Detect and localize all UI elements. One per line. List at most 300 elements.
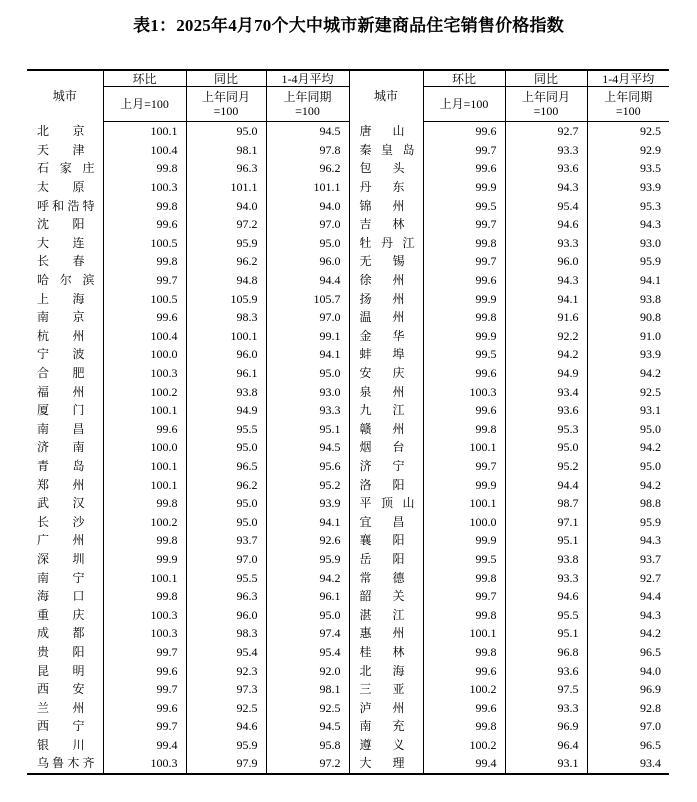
avg-value-left: 97.0	[266, 215, 349, 234]
mom-value-left: 100.5	[103, 234, 186, 253]
city-name: 南昌	[37, 421, 85, 436]
avg-value-right: 96.9	[587, 680, 669, 699]
mom-header-left: 环比	[103, 70, 186, 87]
table-row	[27, 141, 669, 160]
avg-value-right: 94.3	[587, 531, 669, 550]
city-cell-right	[349, 234, 423, 253]
avg-value-left: 93.3	[266, 401, 349, 420]
city-cell-left	[27, 159, 103, 178]
table-row	[27, 308, 669, 327]
mom-value-left: 100.0	[103, 345, 186, 364]
table-row	[27, 252, 669, 271]
avg-value-left: 95.8	[266, 736, 349, 755]
table-body	[27, 70, 669, 774]
mom-value-left: 100.2	[103, 512, 186, 531]
city-name: 宜昌	[359, 514, 405, 529]
city-name: 吉林	[359, 217, 405, 232]
city-cell-left	[27, 234, 103, 253]
city-name: 平顶山	[359, 496, 415, 511]
city-name: 长沙	[37, 514, 85, 529]
city-cell-left	[27, 754, 103, 774]
city-name: 南充	[359, 719, 405, 734]
avg-value-right: 95.0	[587, 457, 669, 476]
city-cell-left	[27, 382, 103, 401]
avg-value-left: 94.5	[266, 122, 349, 141]
city-name: 武汉	[37, 496, 85, 511]
avg-value-left: 94.5	[266, 438, 349, 457]
yoy-value-left: 93.7	[186, 531, 266, 550]
mom-value-left: 100.3	[103, 624, 186, 643]
city-name: 杭州	[37, 328, 85, 343]
yoy-value-right: 96.8	[505, 643, 587, 662]
city-name: 厦门	[37, 403, 85, 418]
mom-value-right: 100.1	[423, 624, 505, 643]
city-name: 韶关	[359, 589, 405, 604]
city-name: 南京	[37, 310, 85, 325]
city-cell-right	[349, 643, 423, 662]
city-name: 海口	[37, 589, 85, 604]
city-name: 昆明	[37, 663, 85, 678]
city-name: 湛江	[359, 607, 405, 622]
yoy-value-right: 93.8	[505, 550, 587, 569]
mom-value-right: 99.8	[423, 717, 505, 736]
city-name: 南宁	[37, 570, 85, 585]
city-name: 大连	[37, 235, 85, 250]
table-row	[27, 327, 669, 346]
avg-value-left: 98.1	[266, 680, 349, 699]
avg-value-left: 95.0	[266, 234, 349, 253]
yoy-value-right: 93.6	[505, 159, 587, 178]
mom-value-left: 100.1	[103, 568, 186, 587]
city-name: 唐山	[359, 124, 405, 139]
mom-value-right: 99.8	[423, 234, 505, 253]
mom-value-left: 99.9	[103, 550, 186, 569]
city-name: 贵阳	[37, 644, 85, 659]
city-cell-right	[349, 271, 423, 290]
avg-value-right: 93.1	[587, 401, 669, 420]
city-name: 福州	[37, 384, 85, 399]
avg-value-left: 105.7	[266, 289, 349, 308]
mom-value-left: 99.6	[103, 215, 186, 234]
city-name: 泉州	[359, 384, 405, 399]
yoy-value-right: 93.6	[505, 401, 587, 420]
yoy-value-left: 96.3	[186, 159, 266, 178]
avg-value-right: 93.9	[587, 345, 669, 364]
yoy-value-left: 96.3	[186, 587, 266, 606]
mom-value-left: 99.8	[103, 494, 186, 513]
mom-value-right: 99.6	[423, 271, 505, 290]
mom-value-left: 99.7	[103, 643, 186, 662]
city-name: 兰州	[37, 700, 85, 715]
table-row	[27, 345, 669, 364]
city-header-right	[349, 70, 423, 122]
mom-value-right: 99.7	[423, 141, 505, 160]
avg-value-right: 92.7	[587, 568, 669, 587]
city-name: 岳阳	[359, 551, 405, 566]
mom-value-left: 99.6	[103, 698, 186, 717]
mom-base-right: 上月=100	[423, 87, 505, 122]
avg-value-left: 99.1	[266, 327, 349, 346]
avg-value-right: 93.4	[587, 754, 669, 774]
avg-value-right: 92.5	[587, 382, 669, 401]
city-cell-right	[349, 512, 423, 531]
mom-value-right: 100.3	[423, 382, 505, 401]
yoy-value-right: 97.5	[505, 680, 587, 699]
city-cell-left	[27, 364, 103, 383]
mom-value-right: 99.7	[423, 252, 505, 271]
mom-value-right: 99.6	[423, 698, 505, 717]
yoy-value-left: 97.9	[186, 754, 266, 774]
city-header-label: 城市	[52, 89, 77, 104]
mom-value-left: 100.1	[103, 457, 186, 476]
avg-value-right: 91.0	[587, 327, 669, 346]
mom-value-right: 100.1	[423, 494, 505, 513]
yoy-value-left: 97.3	[186, 680, 266, 699]
avg-value-right: 93.5	[587, 159, 669, 178]
city-cell-left	[27, 550, 103, 569]
avg-value-right: 94.2	[587, 364, 669, 383]
city-cell-left	[27, 661, 103, 680]
avg-value-left: 97.4	[266, 624, 349, 643]
yoy-value-right: 94.2	[505, 345, 587, 364]
city-cell-right	[349, 624, 423, 643]
city-cell-right	[349, 717, 423, 736]
avg-value-right: 92.5	[587, 122, 669, 141]
city-name: 上海	[37, 291, 85, 306]
mom-value-right: 99.6	[423, 401, 505, 420]
yoy-value-right: 95.1	[505, 531, 587, 550]
mom-value-right: 99.9	[423, 327, 505, 346]
table-row	[27, 550, 669, 569]
mom-value-left: 100.4	[103, 327, 186, 346]
mom-value-left: 99.8	[103, 531, 186, 550]
city-name: 大理	[359, 756, 405, 771]
mom-value-left: 100.1	[103, 122, 186, 141]
avg-value-right: 93.0	[587, 234, 669, 253]
yoy-value-right: 95.4	[505, 196, 587, 215]
table-row	[27, 475, 669, 494]
table-row	[27, 531, 669, 550]
mom-value-right: 99.5	[423, 550, 505, 569]
city-cell-right	[349, 252, 423, 271]
city-name: 牡丹江	[359, 235, 415, 250]
mom-value-right: 99.8	[423, 643, 505, 662]
avg-value-right: 94.1	[587, 271, 669, 290]
avg-value-right: 96.5	[587, 643, 669, 662]
city-name: 金华	[359, 328, 405, 343]
city-cell-right	[349, 475, 423, 494]
yoy-value-left: 96.2	[186, 252, 266, 271]
mom-value-left: 99.6	[103, 661, 186, 680]
avg-value-right: 94.3	[587, 605, 669, 624]
city-name: 西安	[37, 682, 85, 697]
mom-value-right: 100.0	[423, 512, 505, 531]
yoy-base-left: 上年同月 =100	[186, 87, 266, 122]
table-row	[27, 457, 669, 476]
city-cell-left	[27, 122, 103, 141]
city-name: 合肥	[37, 366, 85, 381]
city-cell-right	[349, 438, 423, 457]
mom-base-left: 上月=100	[103, 87, 186, 122]
avg-value-left: 95.9	[266, 550, 349, 569]
city-name: 三亚	[359, 682, 405, 697]
city-name: 桂林	[359, 644, 405, 659]
avg-value-right: 94.3	[587, 215, 669, 234]
city-cell-right	[349, 215, 423, 234]
city-name: 成都	[37, 626, 85, 641]
avg-value-left: 94.0	[266, 196, 349, 215]
city-cell-right	[349, 327, 423, 346]
yoy-value-left: 100.1	[186, 327, 266, 346]
city-name: 常德	[359, 570, 405, 585]
mom-value-left: 100.3	[103, 754, 186, 774]
city-cell-left	[27, 643, 103, 662]
yoy-value-right: 94.9	[505, 364, 587, 383]
yoy-value-right: 92.2	[505, 327, 587, 346]
mom-value-right: 99.8	[423, 308, 505, 327]
city-cell-left	[27, 512, 103, 531]
table-row	[27, 178, 669, 197]
table-row	[27, 271, 669, 290]
avg-value-left: 96.2	[266, 159, 349, 178]
avg-value-left: 95.2	[266, 475, 349, 494]
city-name: 宁波	[37, 347, 85, 362]
city-name: 洛阳	[359, 477, 405, 492]
yoy-value-right: 95.3	[505, 420, 587, 439]
header-subrow	[27, 87, 669, 122]
city-name: 锦州	[359, 198, 405, 213]
city-cell-left	[27, 420, 103, 439]
mom-value-left: 100.3	[103, 605, 186, 624]
table-row	[27, 289, 669, 308]
city-name: 重庆	[37, 607, 85, 622]
avg-value-right: 95.9	[587, 512, 669, 531]
city-name: 安庆	[359, 366, 405, 381]
yoy-value-right: 95.2	[505, 457, 587, 476]
mom-value-left: 99.6	[103, 308, 186, 327]
city-cell-left	[27, 717, 103, 736]
city-cell-right	[349, 587, 423, 606]
yoy-value-left: 96.5	[186, 457, 266, 476]
avg-value-right: 93.8	[587, 289, 669, 308]
city-cell-left	[27, 624, 103, 643]
mom-value-left: 99.4	[103, 736, 186, 755]
avg-value-left: 97.8	[266, 141, 349, 160]
avg-value-right: 97.0	[587, 717, 669, 736]
table-row	[27, 159, 669, 178]
avg-value-left: 93.9	[266, 494, 349, 513]
city-cell-right	[349, 698, 423, 717]
city-cell-right	[349, 308, 423, 327]
city-cell-left	[27, 308, 103, 327]
city-name: 广州	[37, 533, 85, 548]
mom-value-right: 99.9	[423, 289, 505, 308]
avg-value-left: 94.1	[266, 345, 349, 364]
table-row	[27, 717, 669, 736]
table-row	[27, 512, 669, 531]
yoy-value-left: 94.8	[186, 271, 266, 290]
table-row	[27, 568, 669, 587]
avg-value-right: 94.2	[587, 438, 669, 457]
mom-value-right: 99.8	[423, 605, 505, 624]
mom-value-left: 100.4	[103, 141, 186, 160]
city-name: 秦皇岛	[359, 142, 415, 157]
city-name: 呼和浩特	[37, 198, 95, 213]
mom-value-left: 99.7	[103, 680, 186, 699]
city-name: 长春	[37, 254, 85, 269]
mom-value-left: 99.7	[103, 271, 186, 290]
city-cell-left	[27, 568, 103, 587]
mom-value-left: 99.7	[103, 717, 186, 736]
mom-value-left: 100.3	[103, 364, 186, 383]
mom-value-right: 99.7	[423, 215, 505, 234]
yoy-value-right: 94.1	[505, 289, 587, 308]
city-cell-left	[27, 680, 103, 699]
yoy-value-left: 92.3	[186, 661, 266, 680]
avg-value-right: 92.8	[587, 698, 669, 717]
city-name: 包头	[359, 161, 405, 176]
table-row	[27, 420, 669, 439]
city-cell-right	[349, 122, 423, 141]
yoy-value-right: 93.3	[505, 141, 587, 160]
mom-value-right: 99.7	[423, 457, 505, 476]
city-cell-right	[349, 289, 423, 308]
city-header-left	[27, 70, 103, 122]
avg-value-right: 96.5	[587, 736, 669, 755]
mom-value-right: 99.8	[423, 420, 505, 439]
city-name: 温州	[359, 310, 405, 325]
city-cell-right	[349, 364, 423, 383]
yoy-value-left: 95.4	[186, 643, 266, 662]
city-name: 泸州	[359, 700, 405, 715]
avg-value-right: 93.9	[587, 178, 669, 197]
city-cell-right	[349, 531, 423, 550]
header-row	[27, 70, 669, 87]
yoy-value-left: 96.0	[186, 345, 266, 364]
avg-header-left: 1-4月平均	[266, 70, 349, 87]
city-cell-right	[349, 457, 423, 476]
mom-value-left: 99.6	[103, 420, 186, 439]
yoy-value-left: 98.3	[186, 308, 266, 327]
city-cell-right	[349, 141, 423, 160]
city-cell-right	[349, 382, 423, 401]
city-cell-left	[27, 438, 103, 457]
mom-value-left: 99.8	[103, 587, 186, 606]
yoy-value-left: 95.0	[186, 512, 266, 531]
avg-value-left: 94.4	[266, 271, 349, 290]
mom-value-left: 99.8	[103, 159, 186, 178]
yoy-value-right: 96.0	[505, 252, 587, 271]
avg-value-right: 95.3	[587, 196, 669, 215]
mom-value-right: 99.8	[423, 568, 505, 587]
table-row	[27, 382, 669, 401]
table-row	[27, 605, 669, 624]
avg-value-right: 94.0	[587, 661, 669, 680]
table-row	[27, 661, 669, 680]
city-cell-right	[349, 605, 423, 624]
city-cell-right	[349, 550, 423, 569]
yoy-value-left: 97.0	[186, 550, 266, 569]
mom-value-left: 99.8	[103, 196, 186, 215]
city-cell-right	[349, 494, 423, 513]
table-row	[27, 698, 669, 717]
yoy-header-right: 同比	[505, 70, 587, 87]
avg-value-left: 92.5	[266, 698, 349, 717]
yoy-value-left: 94.9	[186, 401, 266, 420]
city-cell-right	[349, 178, 423, 197]
yoy-base-right: 上年同月 =100	[505, 87, 587, 122]
avg-value-left: 94.5	[266, 717, 349, 736]
avg-base-right: 上年同期 =100	[587, 87, 669, 122]
mom-value-left: 100.5	[103, 289, 186, 308]
yoy-value-left: 96.0	[186, 605, 266, 624]
mom-value-right: 99.4	[423, 754, 505, 774]
yoy-value-left: 92.5	[186, 698, 266, 717]
yoy-value-right: 96.4	[505, 736, 587, 755]
city-cell-left	[27, 587, 103, 606]
yoy-value-left: 98.1	[186, 141, 266, 160]
mom-value-right: 99.5	[423, 345, 505, 364]
table-row	[27, 196, 669, 215]
city-name: 蚌埠	[359, 347, 405, 362]
yoy-value-right: 93.3	[505, 568, 587, 587]
yoy-value-right: 98.7	[505, 494, 587, 513]
mom-value-right: 99.9	[423, 531, 505, 550]
mom-value-right: 100.2	[423, 680, 505, 699]
city-name: 北京	[37, 124, 85, 139]
yoy-value-right: 95.5	[505, 605, 587, 624]
city-name: 西宁	[37, 719, 85, 734]
mom-value-left: 100.1	[103, 401, 186, 420]
mom-value-right: 99.9	[423, 475, 505, 494]
mom-value-right: 99.7	[423, 587, 505, 606]
avg-header-right: 1-4月平均	[587, 70, 669, 87]
mom-value-left: 100.0	[103, 438, 186, 457]
yoy-value-left: 95.0	[186, 122, 266, 141]
yoy-value-right: 93.4	[505, 382, 587, 401]
avg-value-right: 92.9	[587, 141, 669, 160]
table-row	[27, 438, 669, 457]
mom-value-right: 99.5	[423, 196, 505, 215]
yoy-value-left: 95.9	[186, 234, 266, 253]
yoy-value-left: 96.2	[186, 475, 266, 494]
avg-value-right: 95.9	[587, 252, 669, 271]
city-name: 哈尔滨	[37, 273, 95, 288]
avg-value-right: 95.0	[587, 420, 669, 439]
mom-value-right: 99.6	[423, 661, 505, 680]
city-name: 丹东	[359, 180, 405, 195]
avg-value-left: 95.1	[266, 420, 349, 439]
city-cell-left	[27, 494, 103, 513]
avg-value-left: 96.1	[266, 587, 349, 606]
avg-value-left: 94.2	[266, 568, 349, 587]
table-row	[27, 736, 669, 755]
city-cell-right	[349, 345, 423, 364]
yoy-value-right: 91.6	[505, 308, 587, 327]
yoy-value-right: 94.4	[505, 475, 587, 494]
city-name: 北海	[359, 663, 405, 678]
avg-value-right: 93.7	[587, 550, 669, 569]
city-cell-left	[27, 531, 103, 550]
city-name: 太原	[37, 180, 85, 195]
table-row	[27, 364, 669, 383]
yoy-value-right: 94.3	[505, 271, 587, 290]
city-cell-left	[27, 196, 103, 215]
yoy-value-right: 94.6	[505, 587, 587, 606]
yoy-value-left: 96.1	[186, 364, 266, 383]
mom-value-left: 100.2	[103, 382, 186, 401]
city-cell-right	[349, 661, 423, 680]
